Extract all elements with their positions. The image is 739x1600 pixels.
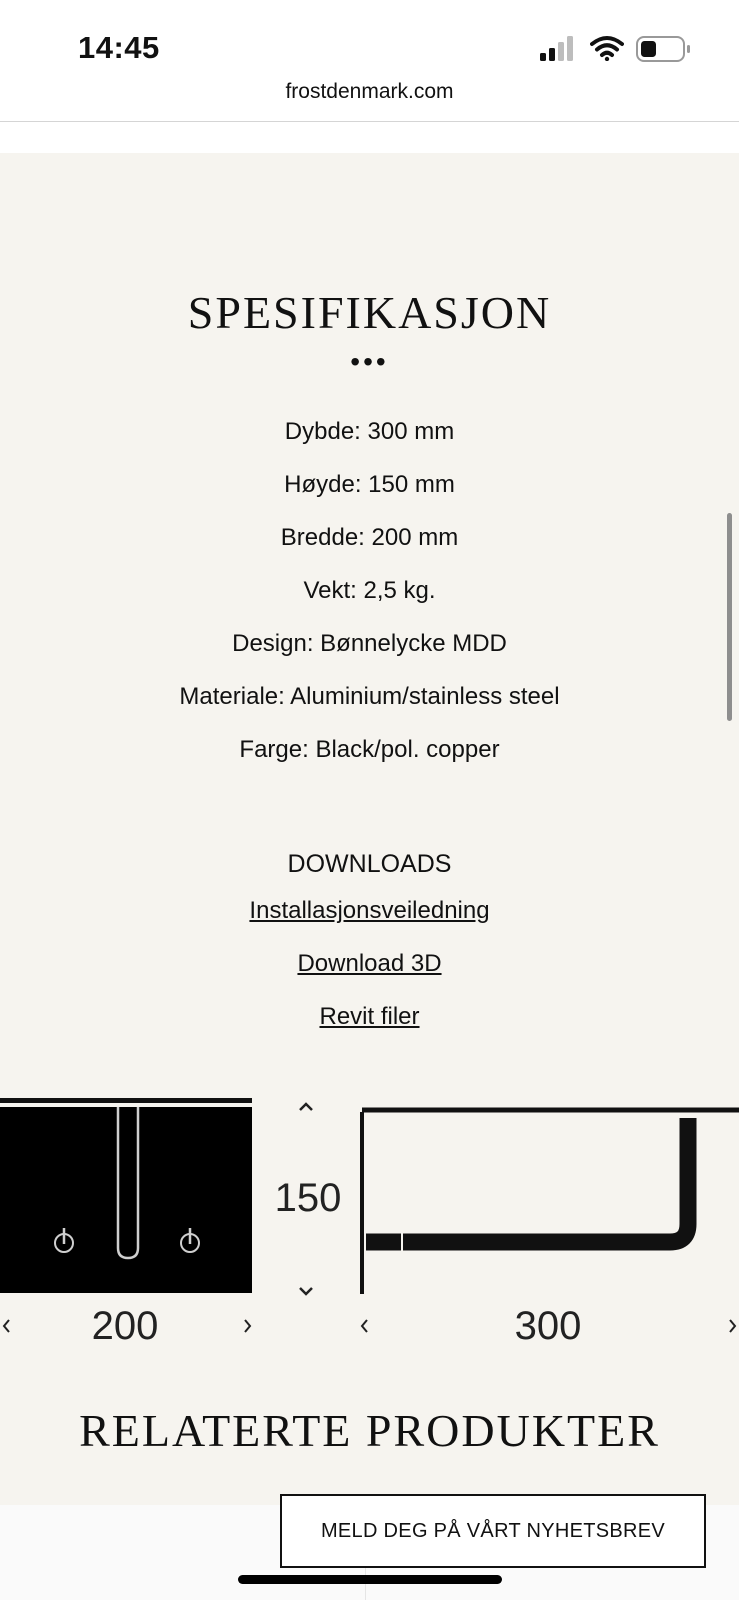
front-view [0, 1098, 252, 1293]
side-view [362, 1110, 739, 1294]
battery-icon [636, 36, 692, 62]
spec-color: Farge: Black/pol. copper [239, 736, 500, 763]
address-bar-url[interactable]: frostdenmark.com [285, 80, 454, 103]
height-dimension-label: 150 [274, 1176, 342, 1220]
title-dots-divider: ••• [350, 346, 389, 377]
spec-design: Design: Bønnelycke MDD [232, 630, 507, 657]
spec-height: Høyde: 150 mm [284, 471, 455, 498]
newsletter-signup-button[interactable]: MELD DEG PÅ VÅRT NYHETSBREV [280, 1494, 706, 1568]
spec-weight: Vekt: 2,5 kg. [303, 577, 436, 604]
status-time: 14:45 [78, 30, 160, 65]
downloads-title: DOWNLOADS [287, 850, 452, 878]
home-indicator[interactable] [238, 1575, 502, 1584]
related-products-title: RELATERTE PRODUKTER [79, 1405, 660, 1456]
address-bar-divider [0, 121, 739, 122]
revit-files-link[interactable]: Revit filer [319, 1003, 420, 1030]
spec-depth: Dybde: 300 mm [284, 418, 455, 445]
specification-title: SPESIFIKASJON [187, 287, 552, 338]
width-dimension-label: 200 [91, 1304, 159, 1348]
download-3d-link[interactable]: Download 3D [297, 950, 442, 977]
spec-width: Bredde: 200 mm [280, 524, 459, 551]
cellular-signal-icon [540, 36, 578, 62]
spec-material: Materiale: Aluminium/stainless steel [179, 683, 560, 710]
installation-guide-link[interactable]: Installasjonsveiledning [249, 897, 490, 924]
depth-dimension-label: 300 [514, 1304, 582, 1348]
wifi-icon [590, 35, 624, 61]
dimension-drawing [0, 1098, 739, 1348]
status-bar [0, 0, 739, 80]
